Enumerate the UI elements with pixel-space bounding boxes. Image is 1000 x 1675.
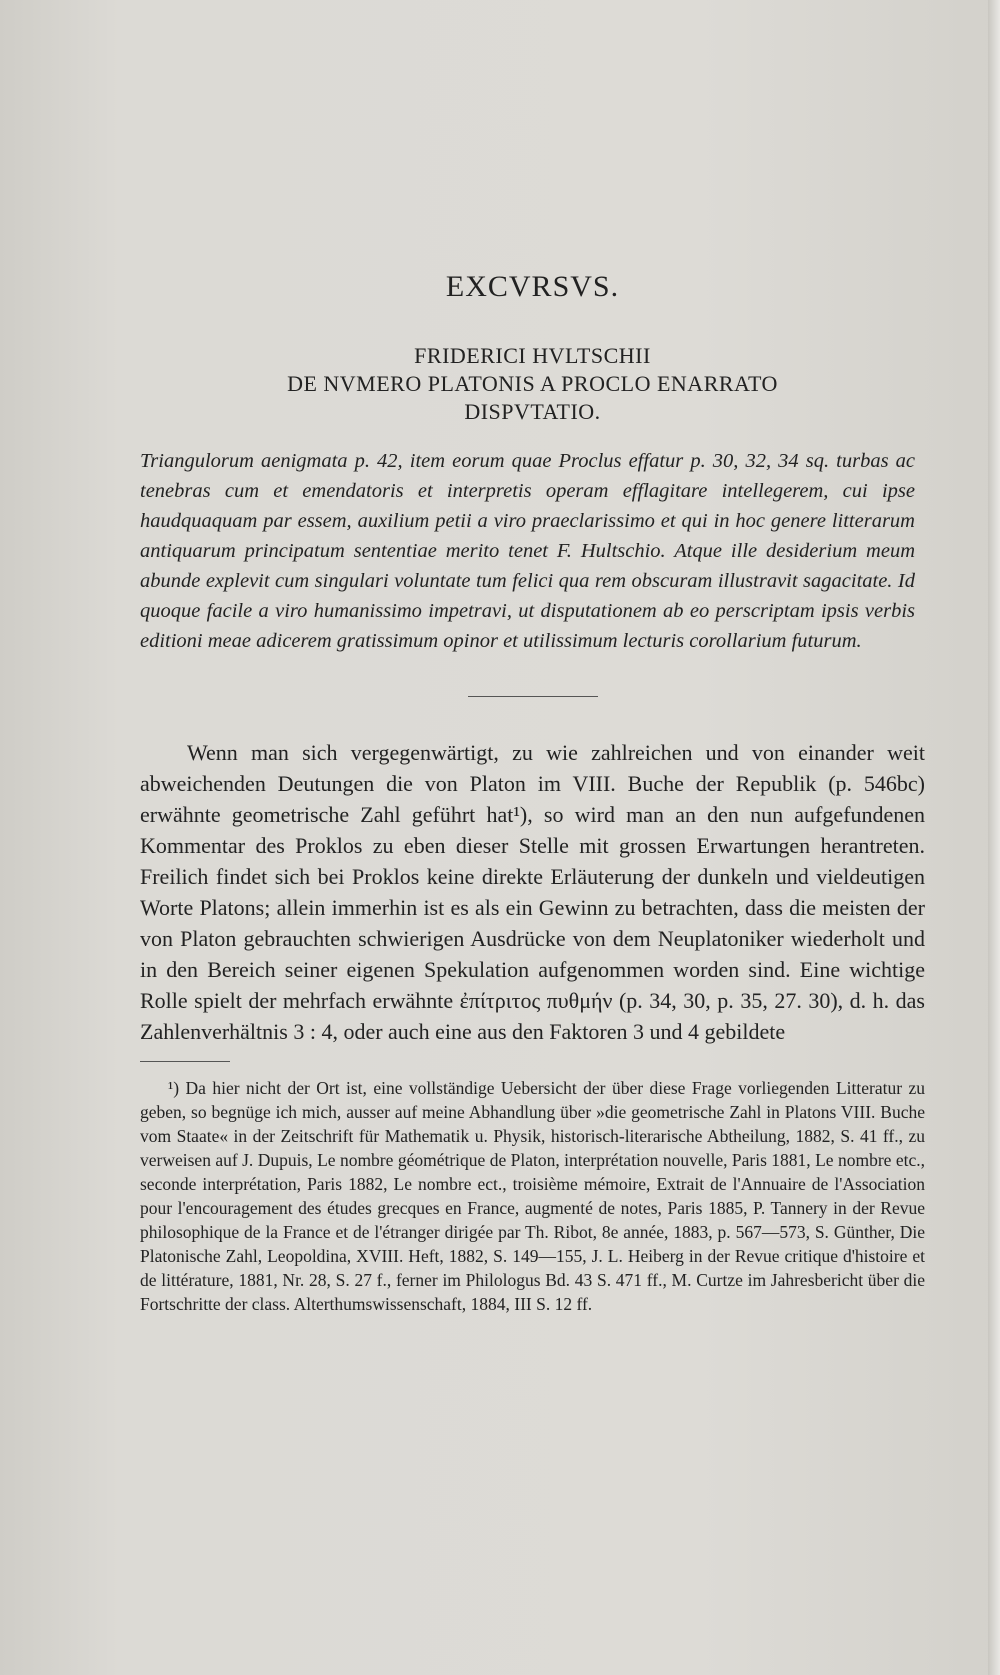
- subtitle-line: DE NVMERO PLATONIS A PROCLO ENARRATO: [287, 371, 778, 396]
- page-content: [140, 270, 925, 1316]
- subtitle: [140, 342, 925, 426]
- section-divider: [468, 696, 598, 697]
- footnote-divider: [140, 1061, 230, 1062]
- page-title: EXCVRSVS.: [445, 270, 620, 303]
- subtitle-line: FRIDERICI HVLTSCHII: [414, 343, 651, 368]
- main-paragraph: Wenn man sich vergegenwärtigt, zu wie zahlreichen und von einander weit abweichenden Deutungen die von Platon im VIII. Buche der Republik (p. 546bc) erwähnte geometrische Zahl geführt hat¹), so wird man an den nun aufgefundenen Kommentar des Proklos zu eben dieser Stelle mit grossen Erwartungen herantreten. Freilich findet sich bei Proklos keine direkte Erläuterung der dunkeln und vieldeutigen Worte Platons; allein immerhin ist es als ein Gewinn zu betrachten, dass die meisten der von Platon gebrauchten schwierigen Ausdrücke von dem Neuplatoniker wiederholt und in den Bereich seiner eigenen Spekulation aufgenommen worden sind. Eine wichtige Rolle spielt der mehrfach erwähnte ἐπίτριτος πυθμήν (p. 34, 30, p. 35, 27. 30), d. h. das Zahlenverhältnis 3 : 4, oder auch eine aus den Faktoren 3 und 4 gebildete: [140, 740, 925, 1044]
- latin-introduction: Triangulorum aenigmata p. 42, item eorum quae Proclus effatur p. 30, 32, 34 sq. turbas ac tenebras cum et emendatoris et interpretis operam efflagitare intellegerem, cui ipse haudquaquam par essem, auxilium petii a viro praeclarissimo et qui in hoc genere litterarum antiquarum principatum sententiae merito tenet F. Hultschio. Atque ille desiderium meum abunde explevit cum singulari voluntate tum felici qua rem obscuram illustravit sagacitate. Id quoque facile a viro humanissimo impetravi, ut disputationem ab eo perscriptam ipsis verbis editioni meae adicerem gratissimum opinor et utilissimum lecturis corollarium futurum.: [140, 450, 915, 652]
- subtitle-line: DISPVTATIO.: [464, 399, 601, 424]
- footnote: ¹) Da hier nicht der Ort ist, eine vollständige Uebersicht der über diese Frage vorliegenden Litteratur zu geben, so begnüge ich mich, ausser auf meine Abhandlung über »die geometrische Zahl in Platons VIII. Buche vom Staate« in der Zeitschrift für Mathematik u. Physik, historisch-literarische Abtheilung, 1882, S. 41 ff., zu verweisen auf J. Dupuis, Le nombre géométrique de Platon, interprétation nouvelle, Paris 1881, Le nombre etc., seconde interprétation, Paris 1882, Le nombre ect., troisième mémoire, Extrait de l'Annuaire de l'Association pour l'encouragement des études grecques en France, augmenté de notes, Paris 1885, P. Tannery in der Revue philosophique de la France et de l'étranger dirigée par Th. Ribot, 8e année, 1883, p. 567—573, S. Günther, Die Platonische Zahl, Leopoldina, XVIII. Heft, 1882, S. 149—155, J. L. Heiberg in der Revue critique d'histoire et de littérature, 1881, Nr. 28, S. 27 f., ferner im Philologus Bd. 43 S. 471 ff., M. Curtze im Jahresbericht über die Fortschritte der class. Alterthumswissenschaft, 1884, III S. 12 ff.: [140, 1078, 925, 1314]
- page-edge: [988, 0, 1000, 1675]
